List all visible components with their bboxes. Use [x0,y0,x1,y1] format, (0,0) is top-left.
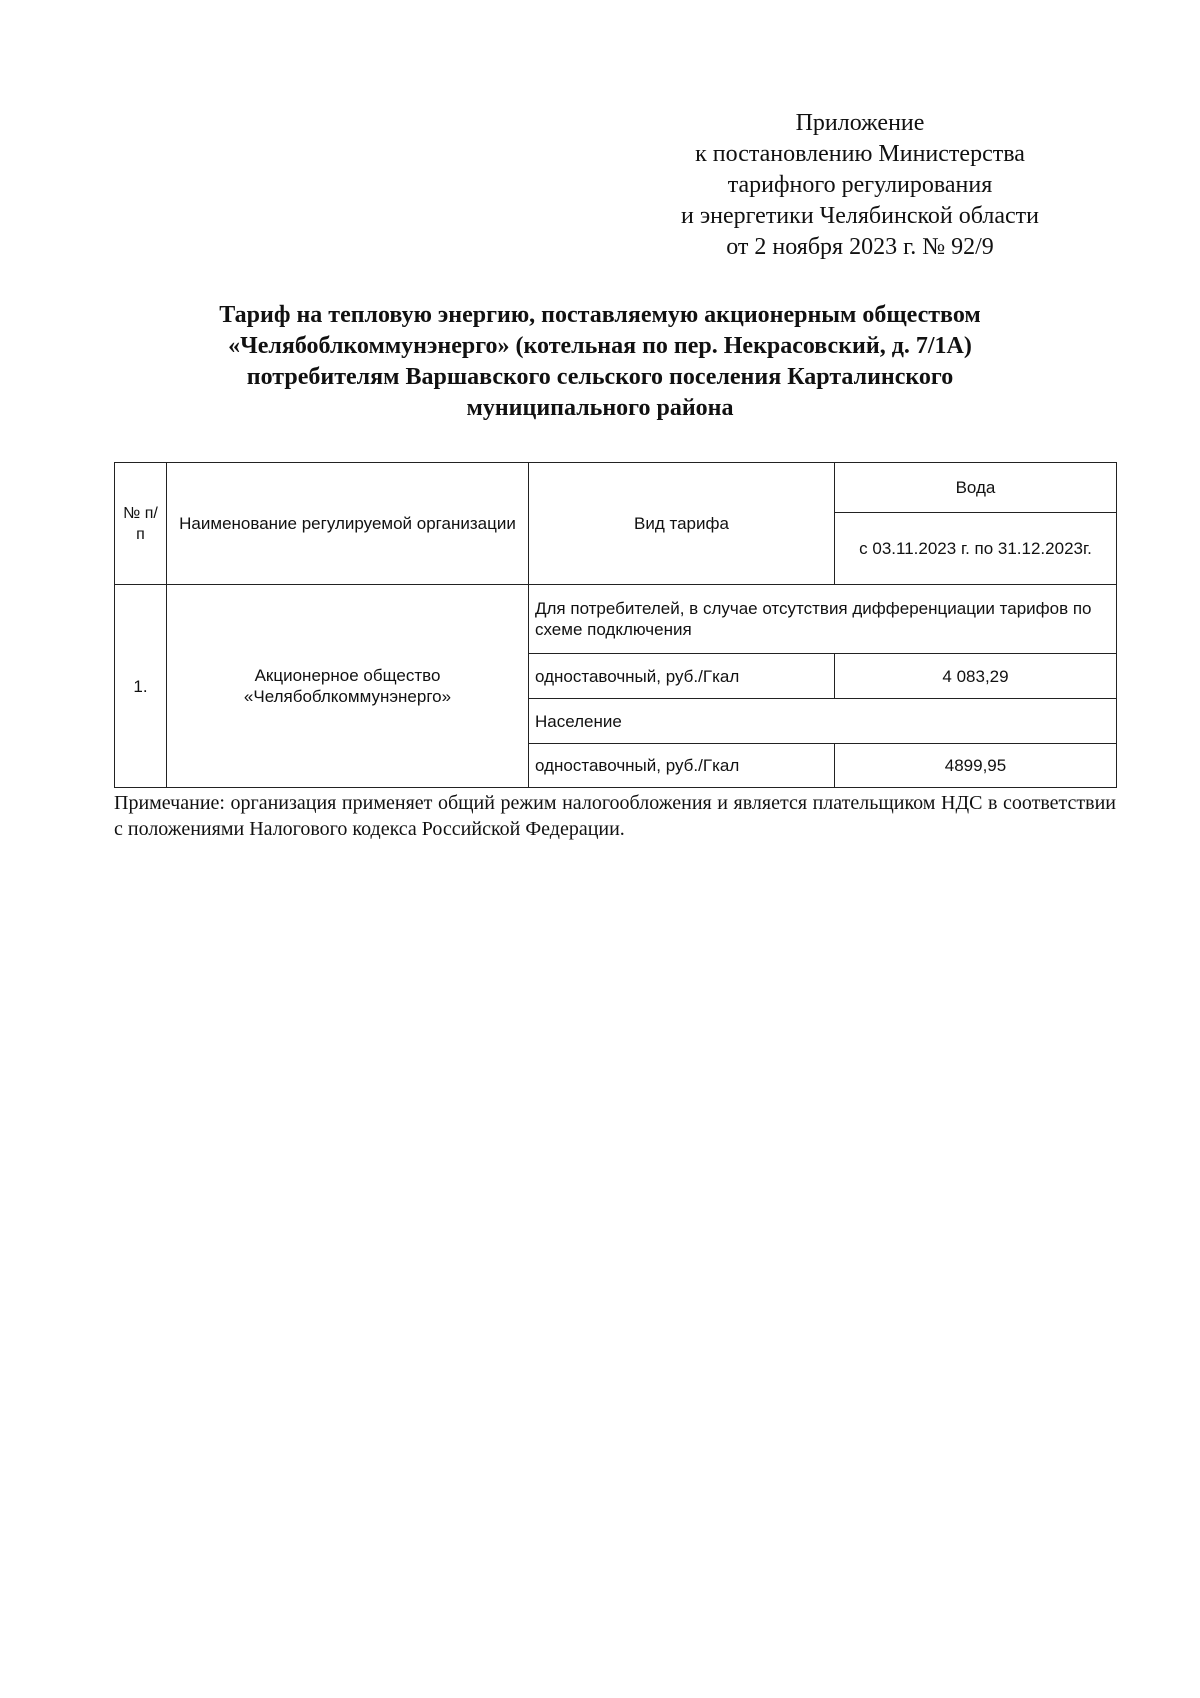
tariff-value-cell: 4 083,29 [835,654,1117,699]
note-text: Примечание: организация применяет общий режим налогообложения и является плательщиком НДС в соответствии с положениями Налогового кодекса Российской Федерации. [114,792,1116,840]
consumer-group-population: Население [529,699,1117,744]
title-line: Тариф на тепловую энергию, поставляемую акционерным обществом [219,302,981,328]
tariff-type-cell: одноставочный, руб./Гкал [529,744,835,788]
header-period: с 03.11.2023 г. по 31.12.2023г. [835,513,1117,585]
header-water: Вода [835,463,1117,513]
tariff-type-cell: одноставочный, руб./Гкал [529,654,835,699]
org-name-line: Акционерное общество [254,666,441,685]
appendix-line: тарифного регулирования [727,172,993,198]
appendix-date-number: от 2 ноября 2023 г. № 92/9 [726,234,994,260]
header-tariff-type: Вид тарифа [529,463,835,585]
header-num: № п/п [115,463,167,585]
row-org [167,585,529,788]
tariff-value-cell: 4899,95 [835,744,1117,788]
title-line: муниципального района [466,395,734,421]
title-line: потребителям Варшавского сельского поселения Карталинского [246,364,954,390]
org-name-line: «Челябоблкоммунэнерго» [243,687,452,706]
appendix-line: Приложение [795,110,925,136]
appendix-line: и энергетики Челябинской области [681,203,1039,229]
appendix-line: к постановлению Министерства [695,141,1025,167]
title-line: «Челябоблкоммунэнерго» (котельная по пер. Некрасовский, д. 7/1А) [228,333,972,359]
tariff-table [114,462,1117,788]
header-org: Наименование регулируемой организации [167,463,529,585]
document-title [140,300,1060,424]
consumer-group-general: Для потребителей, в случае отсутствия дифференциации тарифов по схеме подключения [529,585,1117,654]
appendix-header [640,108,1080,263]
row-num: 1. [115,585,167,788]
